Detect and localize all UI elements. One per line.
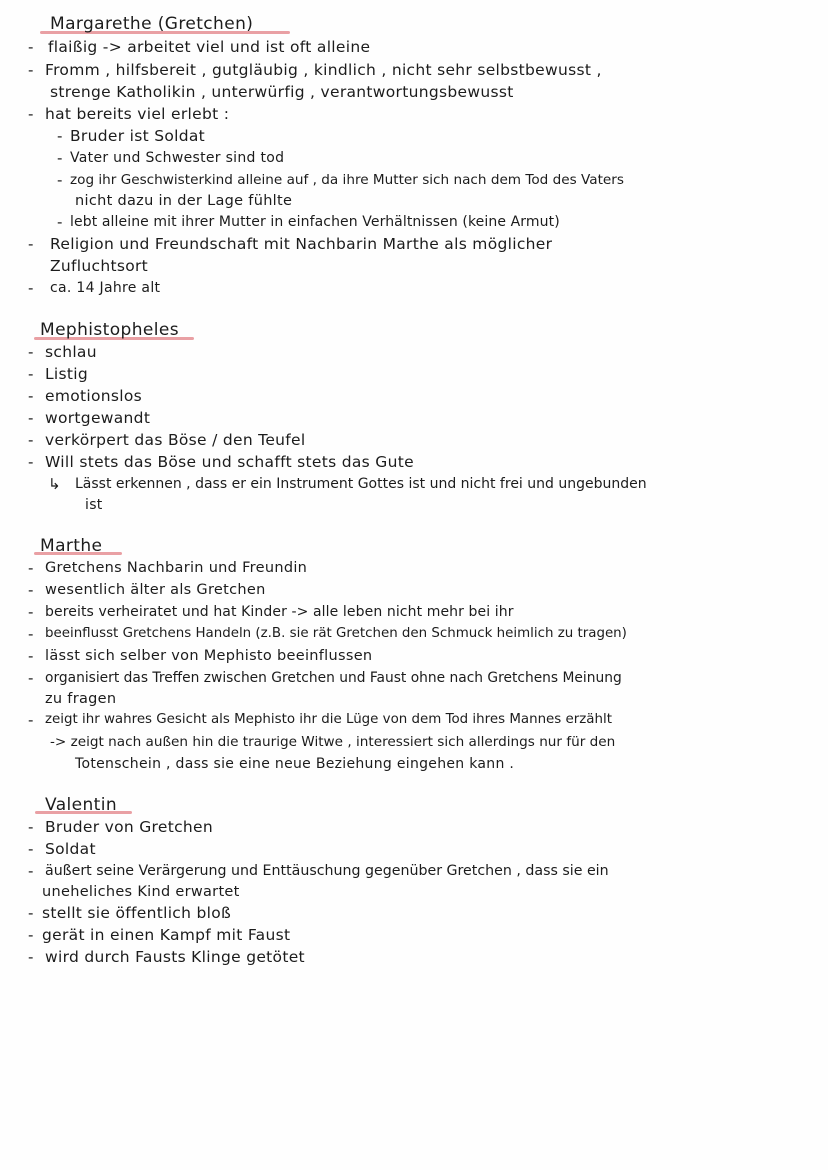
bullet-dash: -	[28, 365, 34, 383]
bullet-dash: -	[57, 213, 63, 231]
note-line: Vater und Schwester sind tod	[70, 150, 285, 166]
bullet-dash: -	[28, 904, 34, 922]
bullet-dash: -	[28, 581, 34, 599]
note-line: äußert seine Verärgerung und Enttäuschung gegenüber Gretchen , dass sie ein	[45, 863, 609, 879]
bullet-dash: -	[28, 948, 34, 966]
bullet-dash: -	[28, 409, 34, 427]
bullet-dash: -	[28, 343, 34, 361]
bullet-dash: -	[28, 711, 34, 729]
note-line: wird durch Fausts Klinge getötet	[45, 948, 305, 966]
note-line: Zufluchtsort	[50, 257, 149, 275]
bullet-dash: -	[28, 387, 34, 405]
note-line: beeinflusst Gretchens Handeln (z.B. sie rät Gretchen den Schmuck heimlich zu tragen)	[45, 626, 627, 641]
note-line: lässt sich selber von Mephisto beeinflussen	[45, 648, 373, 664]
note-line: Bruder von Gretchen	[45, 818, 213, 836]
bullet-dash: -	[28, 431, 34, 449]
note-line: hat bereits viel erlebt :	[45, 105, 230, 123]
note-line: verkörpert das Böse / den Teufel	[45, 431, 306, 449]
note-line: wortgewandt	[45, 409, 151, 427]
note-line: Bruder ist Soldat	[70, 127, 206, 145]
note-line: wesentlich älter als Gretchen	[45, 582, 266, 598]
note-line: zog ihr Geschwisterkind alleine auf , da ihre Mutter sich nach dem Tod des Vaters	[70, 172, 624, 188]
bullet-dash: -	[28, 603, 34, 621]
note-line: strenge Katholikin , unterwürfig , verantwortungsbewusst	[50, 83, 514, 101]
section-title: Valentin	[45, 795, 118, 815]
note-line: uneheliches Kind erwartet	[42, 884, 240, 900]
bullet-dash: -	[28, 647, 34, 665]
note-line: Religion und Freundschaft mit Nachbarin Marthe als möglicher	[50, 235, 553, 253]
note-line: ist	[85, 497, 103, 513]
note-line: Gretchens Nachbarin und Freundin	[45, 560, 308, 576]
note-line: schlau	[45, 343, 97, 361]
bullet-dash: -	[28, 105, 34, 123]
arrow-return-icon: ↳	[48, 475, 61, 493]
note-line: organisiert das Treffen zwischen Gretchen und Faust ohne nach Gretchens Meinung	[45, 670, 622, 686]
note-line: zeigt ihr wahres Gesicht als Mephisto ihr die Lüge von dem Tod ihres Mannes erzählt	[45, 712, 612, 727]
bullet-dash: -	[28, 279, 34, 297]
bullet-dash: -	[28, 559, 34, 577]
bullet-dash: -	[28, 61, 34, 79]
bullet-dash: -	[57, 171, 63, 189]
bullet-dash: -	[28, 235, 34, 253]
note-line: bereits verheiratet und hat Kinder -> alle leben nicht mehr bei ihr	[45, 604, 514, 620]
note-line: -> zeigt nach außen hin die traurige Witwe , interessiert sich allerdings nur für den	[50, 734, 616, 750]
note-line: Fromm , hilfsbereit , gutgläubig , kindlich , nicht sehr selbstbewusst ,	[45, 61, 602, 79]
section-title: Margarethe (Gretchen)	[50, 14, 254, 34]
note-line: stellt sie öffentlich bloß	[42, 904, 232, 922]
bullet-dash: -	[28, 862, 34, 880]
note-line: flaißig -> arbeitet viel und ist oft alleine	[48, 38, 371, 56]
note-line: ca. 14 Jahre alt	[50, 280, 161, 296]
bullet-dash: -	[28, 453, 34, 471]
note-line: gerät in einen Kampf mit Faust	[42, 926, 291, 944]
section-title: Mephistopheles	[40, 320, 180, 340]
note-line: lebt alleine mit ihrer Mutter in einfachen Verhältnissen (keine Armut)	[70, 214, 560, 230]
section-title: Marthe	[40, 536, 103, 556]
note-line: Lässt erkennen , dass er ein Instrument Gottes ist und nicht frei und ungebunden	[75, 476, 647, 492]
note-line: Totenschein , dass sie eine neue Beziehung eingehen kann .	[75, 756, 515, 772]
bullet-dash: -	[57, 149, 63, 167]
bullet-dash: -	[28, 38, 34, 56]
note-line: zu fragen	[45, 691, 117, 707]
bullet-dash: -	[28, 669, 34, 687]
bullet-dash: -	[28, 840, 34, 858]
note-line: Soldat	[45, 840, 96, 858]
note-line: Listig	[45, 365, 89, 383]
note-line: Will stets das Böse und schafft stets das Gute	[45, 453, 414, 471]
bullet-dash: -	[28, 818, 34, 836]
bullet-dash: -	[28, 625, 34, 643]
bullet-dash: -	[57, 127, 63, 145]
note-line: emotionslos	[45, 387, 143, 405]
bullet-dash: -	[28, 926, 34, 944]
note-line: nicht dazu in der Lage fühlte	[75, 193, 293, 209]
